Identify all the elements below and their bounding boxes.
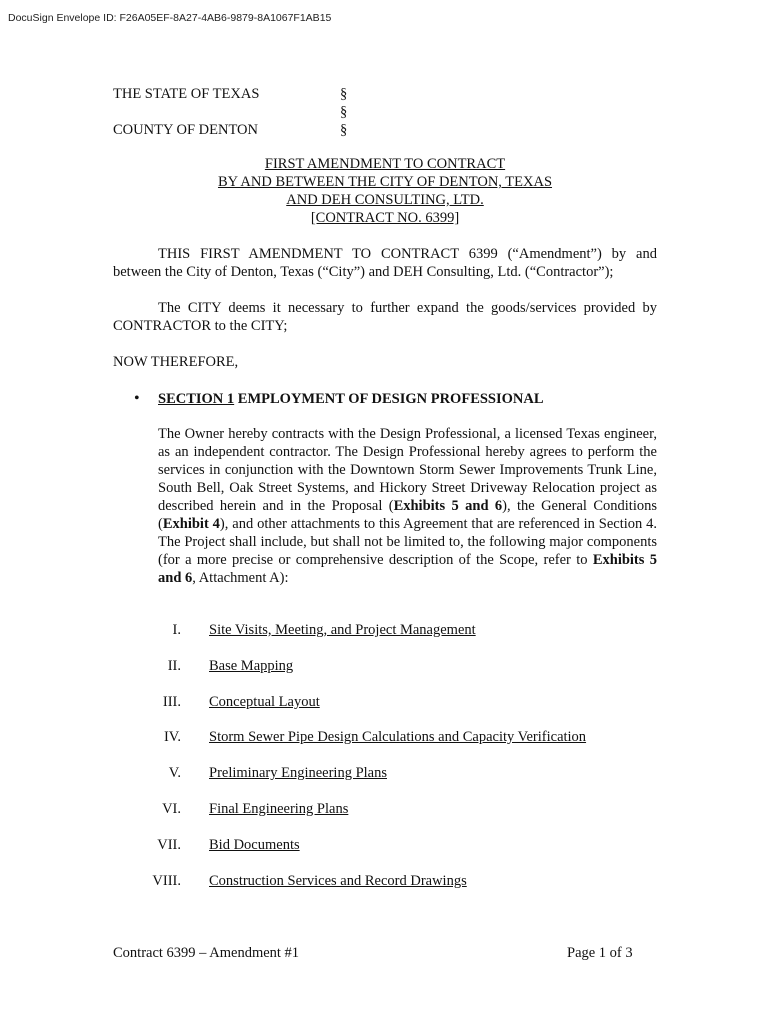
title-line-2: BY AND BETWEEN THE CITY OF DENTON, TEXAS <box>217 174 553 190</box>
docusign-envelope-id: DocuSign Envelope ID: F26A05EF-8A27-4AB6-9879-8A1067F1AB15 <box>8 12 332 24</box>
body-text: The Owner hereby contracts with the Design Professional, a licensed Texas engineer, as an independent contractor. The Design Professional hereby agrees to perform the services in conjunction with the Downtown Storm Sewer Improvements Trunk Line, South Bell, Oak Street Systems, and Hickory Street Driveway Relocation project as described herein and in the Proposal ( <box>158 426 657 514</box>
list-item-text: Bid Documents <box>209 837 300 853</box>
section-1-body <box>158 425 657 587</box>
title-line-4: [CONTRACT NO. 6399] <box>310 210 460 226</box>
body-bold: Exhibits 5 and 6 <box>158 552 657 586</box>
body-text: , Attachment A): <box>192 570 289 586</box>
list-item-text: Storm Sewer Pipe Design Calculations and Capacity Verification <box>209 729 587 745</box>
section-1-title: EMPLOYMENT OF DESIGN PROFESSIONAL <box>234 391 544 407</box>
list-item-text: Preliminary Engineering Plans <box>209 765 387 781</box>
section-mark: § <box>340 104 348 120</box>
list-item-text: Final Engineering Plans <box>209 801 349 817</box>
section-mark: § <box>340 122 348 138</box>
footer-contract-label: Contract 6399 – Amendment #1 <box>113 945 300 961</box>
body-bold: Exhibit 4 <box>162 516 220 532</box>
list-item-number: VIII. <box>152 873 181 889</box>
caption-county: COUNTY OF DENTON <box>113 122 258 138</box>
deems-paragraph: The CITY deems it necessary to further expand the goods/services provided by CONTRACTOR to the CITY; <box>113 300 657 334</box>
document-title <box>113 155 657 227</box>
intro-paragraph: THIS FIRST AMENDMENT TO CONTRACT 6399 (“Amendment”) by and between the City of Denton, Texas (“City”) and DEH Consulting, Ltd. (“Contractor”); <box>113 246 657 280</box>
body-text: ), the General Conditions ( <box>158 498 657 532</box>
list-item-text: Site Visits, Meeting, and Project Management <box>209 622 476 638</box>
list-item-number: I. <box>172 622 181 638</box>
now-therefore: NOW THEREFORE, <box>113 354 239 370</box>
bullet: • <box>134 390 140 407</box>
list-item-number: II. <box>167 658 181 674</box>
section-mark: § <box>340 86 348 102</box>
list-item-number: V. <box>168 765 181 781</box>
list-item-text: Construction Services and Record Drawings <box>209 873 467 889</box>
title-line-3: AND DEH CONSULTING, LTD. <box>286 192 484 208</box>
body-bold: Exhibits 5 and 6 <box>393 498 503 514</box>
list-item-number: VI. <box>162 801 181 817</box>
body-text: ), and other attachments to this Agreement that are referenced in Section 4. The Project shall include, but shall not be limited to, the following major components (for a more precise or comprehensive description of the Scope, refer to <box>158 516 658 568</box>
list-item-text: Base Mapping <box>209 658 294 674</box>
title-line-1: FIRST AMENDMENT TO CONTRACT <box>264 156 506 172</box>
list-item-text: Conceptual Layout <box>209 694 320 710</box>
footer-page-number: Page 1 of 3 <box>567 945 633 961</box>
list-item-number: IV. <box>163 729 181 745</box>
list-item-number: III. <box>162 694 181 710</box>
section-1-label: SECTION 1 <box>158 391 235 407</box>
caption-state: THE STATE OF TEXAS <box>113 86 260 102</box>
list-item-number: VII. <box>157 837 181 853</box>
section-1-heading <box>158 390 544 408</box>
